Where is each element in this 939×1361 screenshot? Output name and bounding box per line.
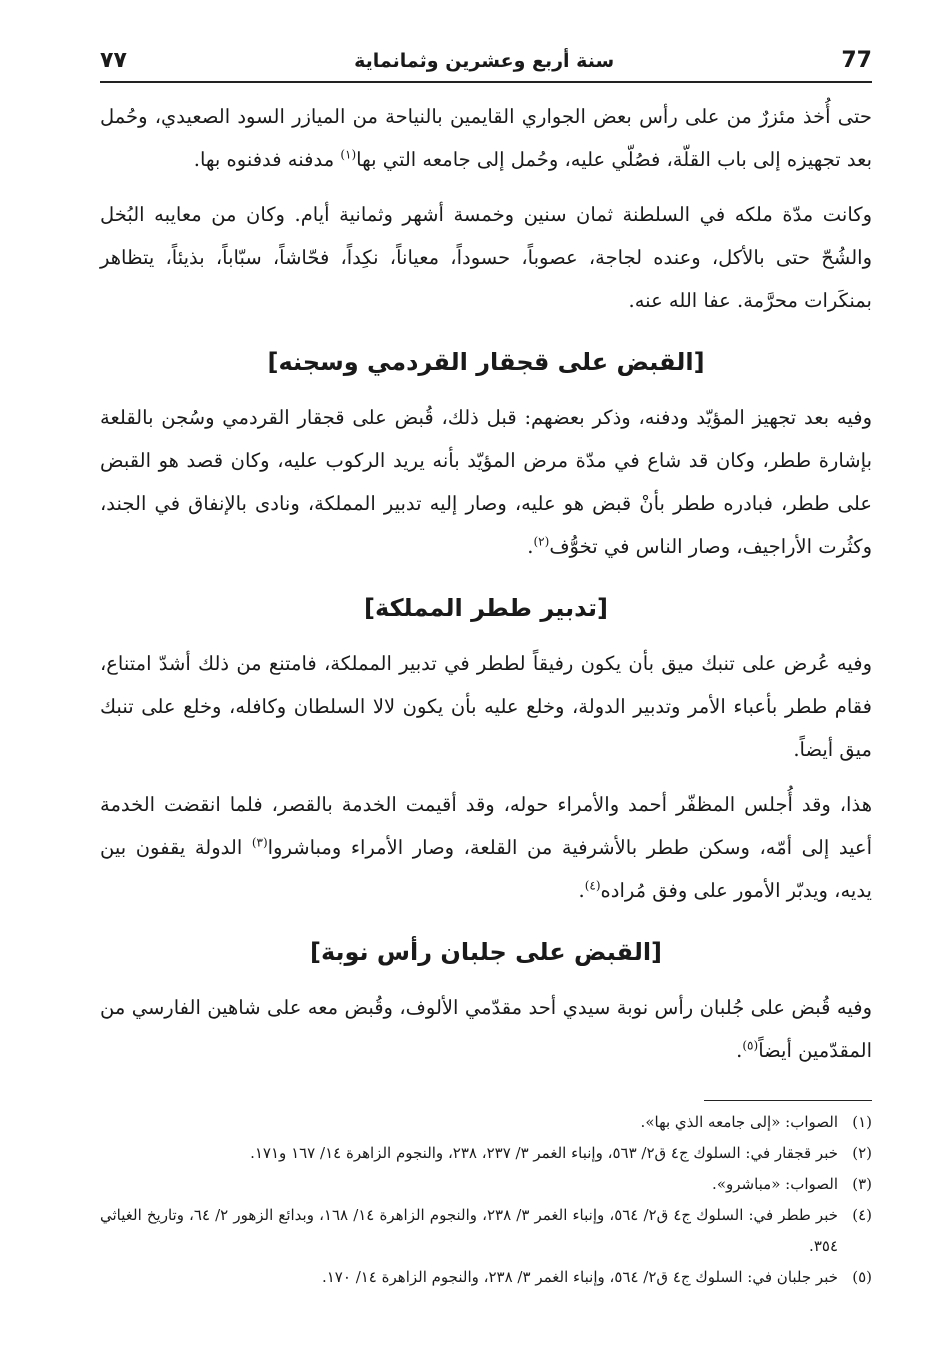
footnote-5: (٥) خبر جلبان في: السلوك ج٤ ق٢/ ٥٦٤، وإنباء الغمر ٣/ ٢٣٨، والنجوم الزاهرة ١٤/ ١٧٠. bbox=[321, 1268, 872, 1286]
paragraph-6: وفيه قُبض على جُلبان رأس نوبة سيدي أحد مقدّمي الألوف، وقُبض معه على شاهين الفارسي من المقدّمين أيضاً$^{(٥)}$. bbox=[100, 996, 872, 1062]
section-heading-qajqar: [القبض على قجقار القردمي وسجنه] bbox=[267, 348, 705, 376]
paragraph-4: وفيه عُرض على تنبك ميق بأن يكون رفيقاً لططر في تدبير المملكة، فامتنع من ذلك أشدّ امتناع، فقام ططر بأعباء الأمر وتدبير الدولة، وخلع عليه بأن يكون لالا السلطان وكافله، وخلع على تنبك ميق أيضاً. bbox=[100, 652, 872, 761]
footnote-2: (٢) خبر قجقار في: السلوك ج٤ ق٢/ ٥٦٣، وإنباء الغمر ٣/ ٢٣٧، ٢٣٨، والنجوم الزاهرة ١٤/ ١٦٧ و١٧١. bbox=[250, 1144, 872, 1162]
paragraph-3: وفيه بعد تجهيز المؤيّد ودفنه، وذكر بعضهم: قبل ذلك، قُبض على قجقار القردمي وسُجن بالقلعة بإشارة ططر، وكان قد شاع في مدّة مرض المؤيّد بأنه يريد الركوب عليه، وكان قصد هو القبض على ططر، فبادره ططر بأنْ قبض هو عليه، وصار إليه تدبير المملكة، ونادى بالإنفاق في الجند، وكثُرت الأراجيف، وصار الناس في تخوُّف$^{(٢)}$. bbox=[100, 406, 872, 558]
footnote-3: (٣) الصواب: «مباشرو». bbox=[712, 1175, 872, 1193]
footnote-ref-2: (٢) bbox=[533, 534, 550, 549]
paragraph-1: حتى أُخذ مئزرٌ من على رأس بعض الجواري القايمين بالنياحة من الميازر السود الصعيدي، وحُمل بعد تجهيزه إلى باب القلّة، فصُلّي عليه، وحُمل إلى جامعه التي بها$^{(١)}$ مدفنه فدفنوه بها. bbox=[100, 105, 872, 171]
running-title: سنة أربع وعشرين وثمانماية bbox=[354, 50, 615, 72]
page-header bbox=[100, 48, 872, 83]
footnote-1: (١) الصواب: «إلى جامعه الذي بها». bbox=[640, 1113, 872, 1131]
book-page bbox=[100, 48, 872, 1293]
footnote-ref-3: (٣) bbox=[251, 835, 268, 850]
footnote-divider bbox=[704, 1100, 872, 1101]
page-number-arabic: 77 bbox=[841, 48, 872, 73]
paragraph-5: هذا، وقد أُجلس المظفّر أحمد والأمراء حوله، وقد أقيمت الخدمة بالقصر، فلما انقضت الخدمة أعيد إلى أمّه، وسكن ططر بالأشرفية من القلعة، وصار الأمراء ومباشروا$^{(٣)}$ الدولة يقفون بين يديه، ويدبّر الأمور على وفق مُراده$^{(٤)}$. bbox=[100, 793, 872, 902]
section-heading-julban: [القبض على جلبان رأس نوبة] bbox=[309, 938, 663, 966]
footnote-ref-5: (٥) bbox=[742, 1038, 759, 1053]
footnote-4: (٤) خبر ططر في: السلوك ج٤ ق٢/ ٥٦٤، وإنباء الغمر ٣/ ٢٣٨، والنجوم الزاهرة ١٤/ ١٦٨، وبدائع الزهور ٢/ ٦٤، وتاريخ الغياثي ٣٥٤. bbox=[100, 1206, 872, 1255]
page-number-indic: ٧٧ bbox=[100, 48, 127, 73]
paragraph-2: وكانت مدّة ملكه في السلطنة ثمان سنين وخمسة أشهر وثمانية أيام. وكان من معايبه البُخل والشُحّ حتى بالأكل، وعنده لجاجة، عصوباً، حسوداً، معياناً، نكِداً، فحّاشاً، سبّاباً، بذيئاً، يتظاهر بمنكَرات محرَّمة. عفا الله عنه. bbox=[100, 203, 872, 312]
footnote-ref-1: (١) bbox=[340, 147, 357, 162]
body-text bbox=[100, 95, 872, 1072]
footnote-ref-4: (٤) bbox=[584, 878, 601, 893]
footnotes bbox=[100, 1107, 872, 1293]
section-heading-tatar: [تدبير ططر المملكة] bbox=[364, 594, 608, 622]
